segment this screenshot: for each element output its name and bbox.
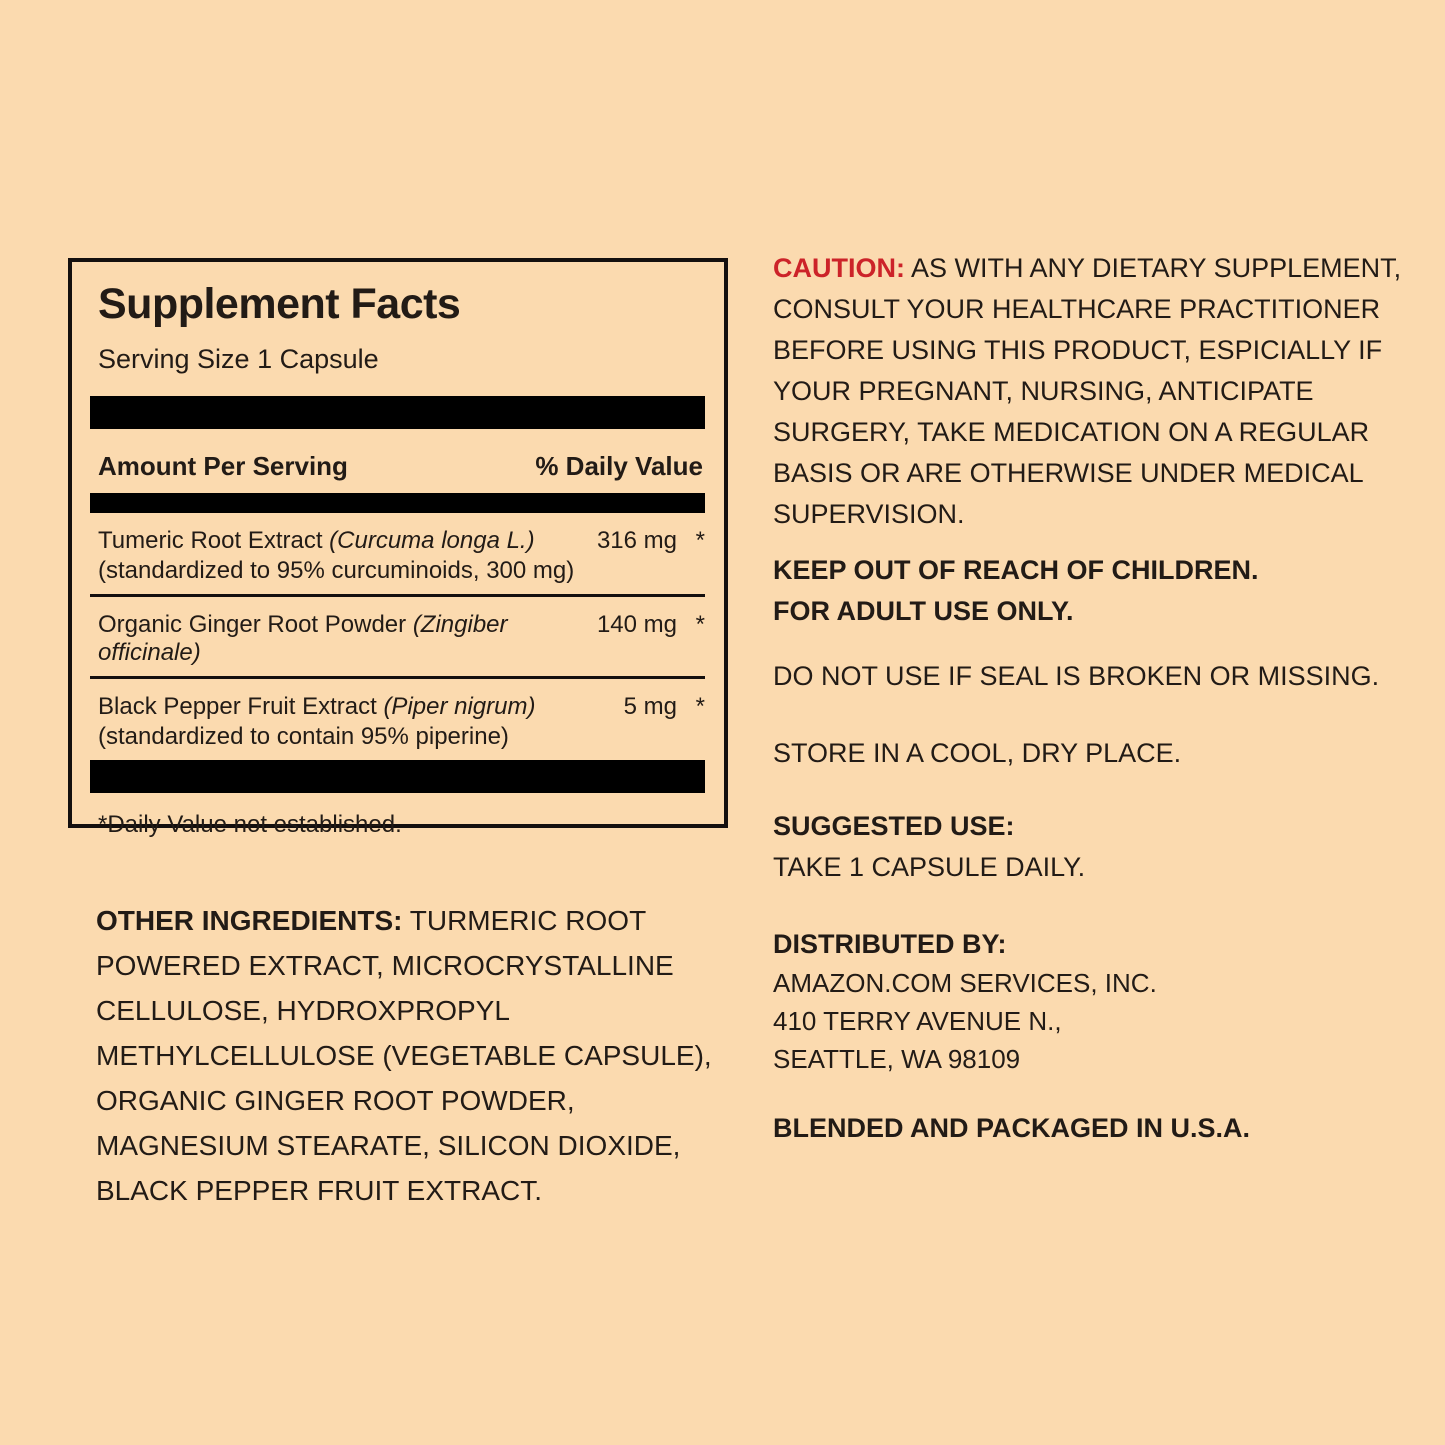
ingredient-latin-name: (Piper nigrum) xyxy=(383,693,536,720)
amount-per-serving-header: Amount Per Serving xyxy=(98,451,348,481)
seal-warning xyxy=(773,656,1393,697)
ingredient-name xyxy=(90,527,597,555)
other-ingredients-line: ORGANIC GINGER ROOT POWDER, xyxy=(96,1085,575,1116)
caution-line xyxy=(773,248,1402,289)
ingredient-name-text: Organic Ginger Root Powder xyxy=(98,611,413,638)
blended-packaged-note xyxy=(773,1108,1373,1149)
ingredient-latin-name: (Zingiber officinale) xyxy=(98,611,508,666)
ingredient-row xyxy=(90,597,705,679)
seal-warning-line: DO NOT USE IF SEAL IS BROKEN OR MISSING. xyxy=(773,661,1380,691)
daily-value-header: % Daily Value xyxy=(535,451,703,481)
ingredient-name xyxy=(90,611,597,667)
other-ingredients-line xyxy=(96,898,716,943)
suggested-use-line: TAKE 1 CAPSULE DAILY. xyxy=(773,852,1086,882)
divider-bar-thick-bottom xyxy=(90,760,705,793)
keep-out-line: KEEP OUT OF REACH OF CHILDREN. xyxy=(773,555,1259,585)
caution-line: SUPERVISION. xyxy=(773,499,965,529)
distributor-address-street: 410 TERRY AVENUE N., xyxy=(773,1006,1062,1036)
ingredient-name-text: Tumeric Root Extract xyxy=(98,527,330,554)
ingredient-latin-name: (Curcuma longa L.) xyxy=(329,527,535,554)
other-ingredients-line: METHYLCELLULOSE (VEGETABLE CAPSULE), xyxy=(96,1040,712,1071)
ingredient-name xyxy=(90,693,624,721)
ingredient-row-line xyxy=(90,527,705,555)
distributor-name: AMAZON.COM SERVICES, INC. xyxy=(773,968,1157,998)
caution-label: CAUTION: xyxy=(773,253,905,283)
distributor-address-city: SEATTLE, WA 98109 xyxy=(773,1044,1021,1074)
other-ingredients-line: CELLULOSE, HYDROXPROPYL xyxy=(96,995,510,1026)
ingredient-dv-asterisk: * xyxy=(695,527,705,554)
keep-out-of-reach-section xyxy=(773,550,1373,632)
ingredient-name-text: Black Pepper Fruit Extract xyxy=(98,693,384,720)
ingredient-amount: 140 mg xyxy=(596,611,677,638)
facts-title: Supplement Facts xyxy=(98,280,461,328)
caution-line: YOUR PREGNANT, NURSING, ANTICIPATE xyxy=(773,376,1314,406)
storage-line: STORE IN A COOL, DRY PLACE. xyxy=(773,738,1182,768)
ingredient-amount: 5 mg xyxy=(623,693,677,720)
blended-packaged-line: BLENDED AND PACKAGED IN U.S.A. xyxy=(773,1113,1251,1143)
distributed-by-section xyxy=(773,924,1373,1078)
keep-out-line: FOR ADULT USE ONLY. xyxy=(773,596,1074,626)
caution-line: CONSULT YOUR HEALTHCARE PRACTITIONER xyxy=(773,294,1381,324)
caution-section xyxy=(773,248,1402,535)
other-ingredients-text: TURMERIC ROOT xyxy=(402,905,647,936)
suggested-use-section xyxy=(773,806,1373,888)
serving-size: Serving Size 1 Capsule xyxy=(98,344,379,374)
ingredient-note: (standardized to contain 95% piperine) xyxy=(98,723,509,750)
suggested-use-label: SUGGESTED USE: xyxy=(773,811,1015,841)
other-ingredients-line: MAGNESIUM STEARATE, SILICON DIOXIDE, xyxy=(96,1130,681,1161)
ingredient-row xyxy=(90,679,705,760)
storage-instruction xyxy=(773,733,1373,774)
caution-text: AS WITH ANY DIETARY SUPPLEMENT, xyxy=(904,253,1402,283)
other-ingredients-section xyxy=(96,898,716,1213)
divider-bar-thick-top xyxy=(90,396,705,429)
caution-line: SURGERY, TAKE MEDICATION ON A REGULAR xyxy=(773,417,1370,447)
ingredient-dv-asterisk: * xyxy=(695,611,705,638)
distributed-by-label: DISTRIBUTED BY: xyxy=(773,929,1007,959)
ingredient-row xyxy=(90,513,705,597)
other-ingredients-line: BLACK PEPPER FRUIT EXTRACT. xyxy=(96,1175,543,1206)
ingredient-amount: 316 mg xyxy=(596,527,677,554)
other-ingredients-line: POWERED EXTRACT, MICROCRYSTALLINE xyxy=(96,950,674,981)
ingredient-row-line xyxy=(90,693,705,721)
facts-heading-row xyxy=(90,451,705,481)
ingredient-note: (standardized to 95% curcuminoids, 300 mg) xyxy=(98,557,575,584)
caution-line: BEFORE USING THIS PRODUCT, ESPICIALLY IF xyxy=(773,335,1383,365)
ingredient-dv-asterisk: * xyxy=(695,693,705,720)
other-ingredients-label: OTHER INGREDIENTS: xyxy=(96,905,403,936)
daily-value-footnote: *Daily Value not established. xyxy=(98,811,402,838)
divider-bar-medium xyxy=(90,493,705,513)
caution-line: BASIS OR ARE OTHERWISE UNDER MEDICAL xyxy=(773,458,1364,488)
ingredient-row-line xyxy=(90,611,705,667)
supplement-facts-panel xyxy=(68,258,728,838)
